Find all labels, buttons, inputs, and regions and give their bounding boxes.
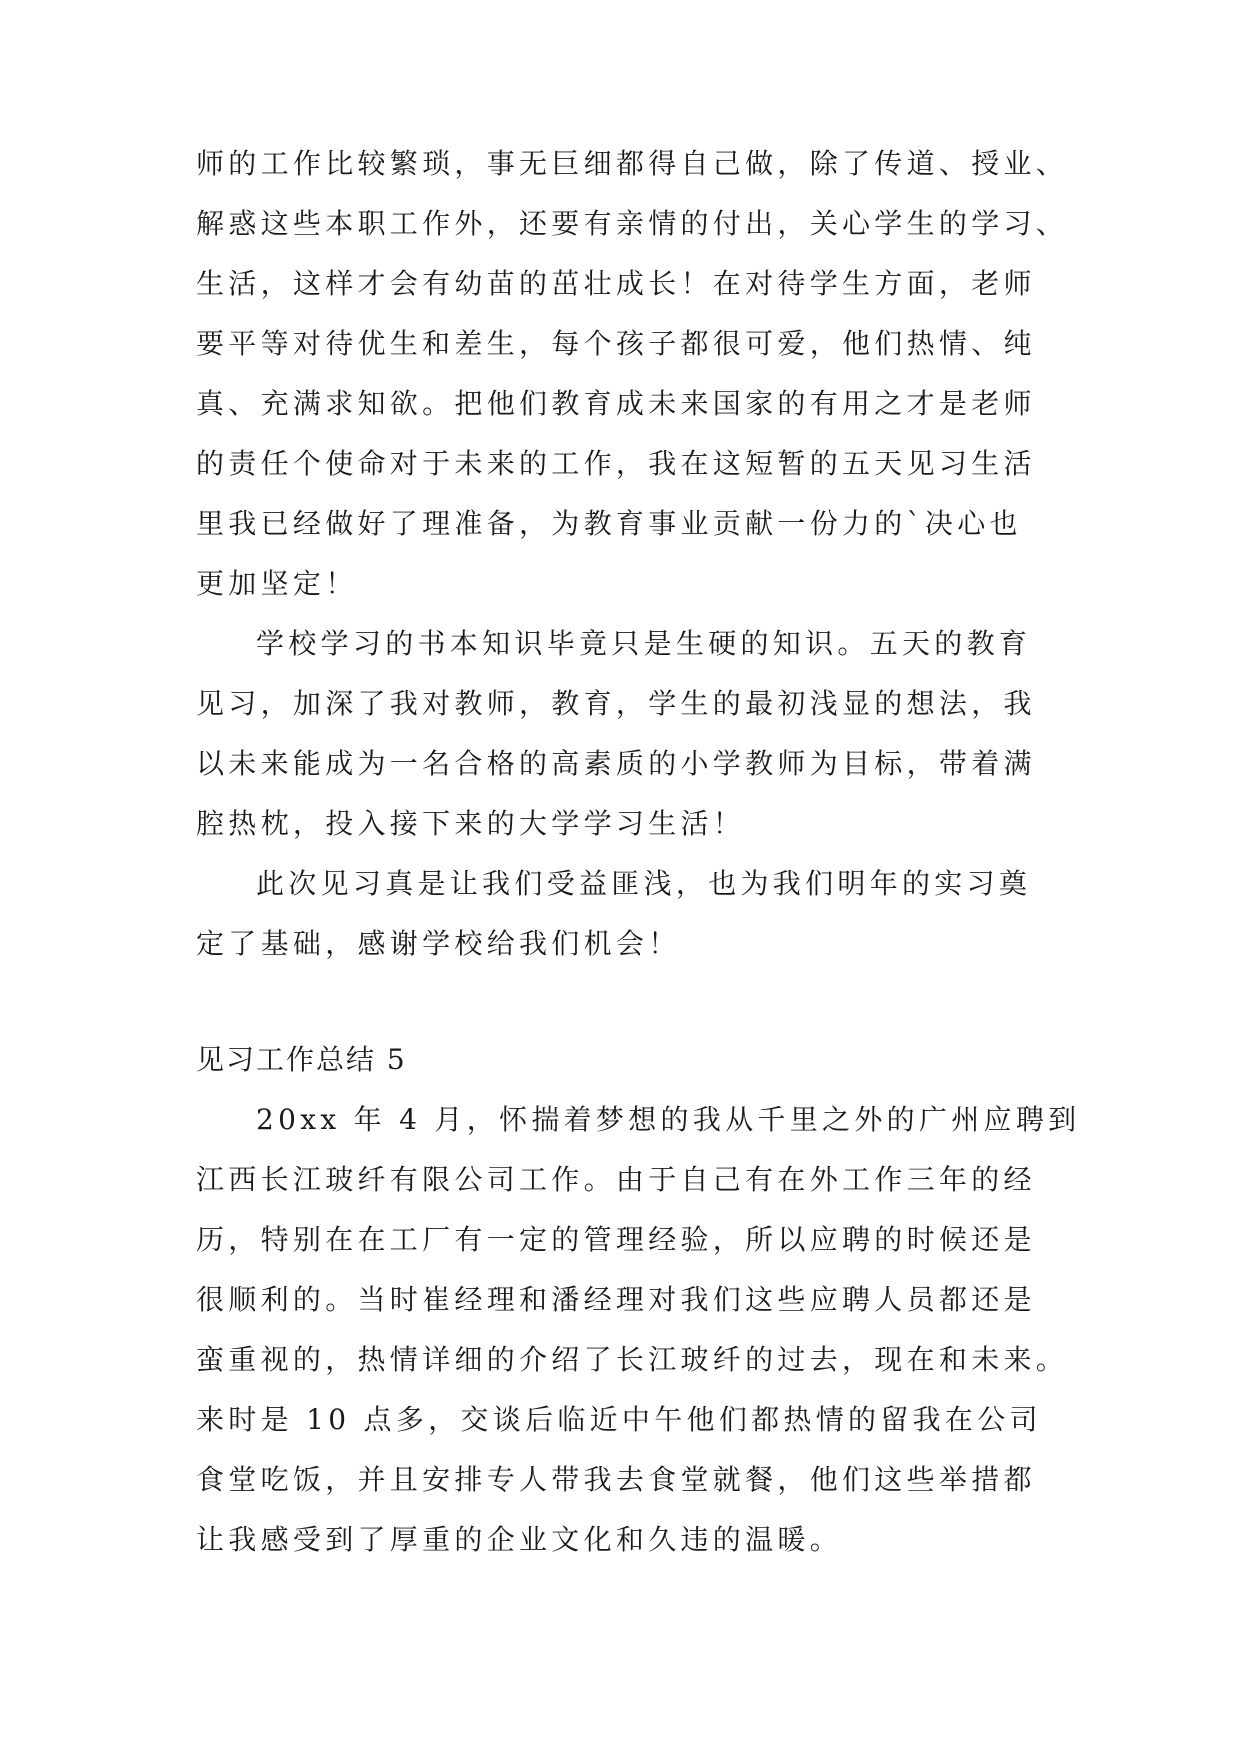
paragraph-line: 腔热枕，投入接下来的大学学习生活！ bbox=[196, 807, 746, 840]
paragraph-line: 蛮重视的，热情详细的介绍了长江玻纤的过去，现在和未来。 bbox=[196, 1343, 1069, 1376]
paragraph-line: 要平等对待优生和差生，每个孩子都很可爱，他们热情、纯 bbox=[196, 327, 1036, 360]
paragraph-continuation bbox=[196, 134, 1069, 614]
paragraph-line: 很顺利的。当时崔经理和潘经理对我们这些应聘人员都还是 bbox=[196, 1283, 1036, 1316]
paragraph-thanks bbox=[196, 854, 1056, 974]
paragraph-line: 江西长江玻纤有限公司工作。由于自己有在外工作三年的经 bbox=[196, 1163, 1036, 1196]
paragraph-line: 的责任个使命对于未来的工作，我在这短暂的五天见习生活 bbox=[196, 447, 1036, 480]
paragraph-line: 更加坚定！ bbox=[196, 567, 358, 600]
paragraph-line: 生活，这样才会有幼苗的茁壮成长！在对待学生方面，老师 bbox=[196, 267, 1036, 300]
paragraph-line: 定了基础，感谢学校给我们机会！ bbox=[196, 927, 681, 960]
paragraph-line: 里我已经做好了理准备，为教育事业贡献一份力的`决心也 bbox=[196, 507, 1022, 540]
paragraph-line: 食堂吃饭，并且安排专人带我去食堂就餐，他们这些举措都 bbox=[196, 1463, 1036, 1496]
paragraph-line: 师的工作比较繁琐，事无巨细都得自己做，除了传道、授业、 bbox=[196, 147, 1069, 180]
paragraph-study bbox=[196, 614, 1056, 854]
paragraph-line: 学校学习的书本知识毕竟只是生硬的知识。五天的教育 bbox=[256, 627, 1032, 660]
paragraph-line: 以未来能成为一名合格的高素质的小学教师为目标，带着满 bbox=[196, 747, 1036, 780]
paragraph-line: 此次见习真是让我们受益匪浅，也为我们明年的实习奠 bbox=[256, 867, 1032, 900]
paragraph-line: 解惑这些本职工作外，还要有亲情的付出，关心学生的学习、 bbox=[196, 207, 1069, 240]
paragraph-line: 让我感受到了厚重的企业文化和久违的温暖。 bbox=[196, 1523, 843, 1556]
paragraph-line: 20xx 年 4 月，怀揣着梦想的我从千里之外的广州应聘到 bbox=[256, 1103, 1081, 1136]
paragraph-line: 来时是 10 点多，交谈后临近中午他们都热情的留我在公司 bbox=[196, 1403, 1042, 1436]
paragraph-line: 见习，加深了我对教师，教育，学生的最初浅显的想法，我 bbox=[196, 687, 1036, 720]
paragraph-line: 真、充满求知欲。把他们教育成未来国家的有用之才是老师 bbox=[196, 387, 1036, 420]
paragraph-summary-5 bbox=[196, 1090, 1081, 1570]
section-heading: 见习工作总结 5 bbox=[196, 1043, 407, 1076]
paragraph-line: 历，特别在在工厂有一定的管理经验，所以应聘的时候还是 bbox=[196, 1223, 1036, 1256]
